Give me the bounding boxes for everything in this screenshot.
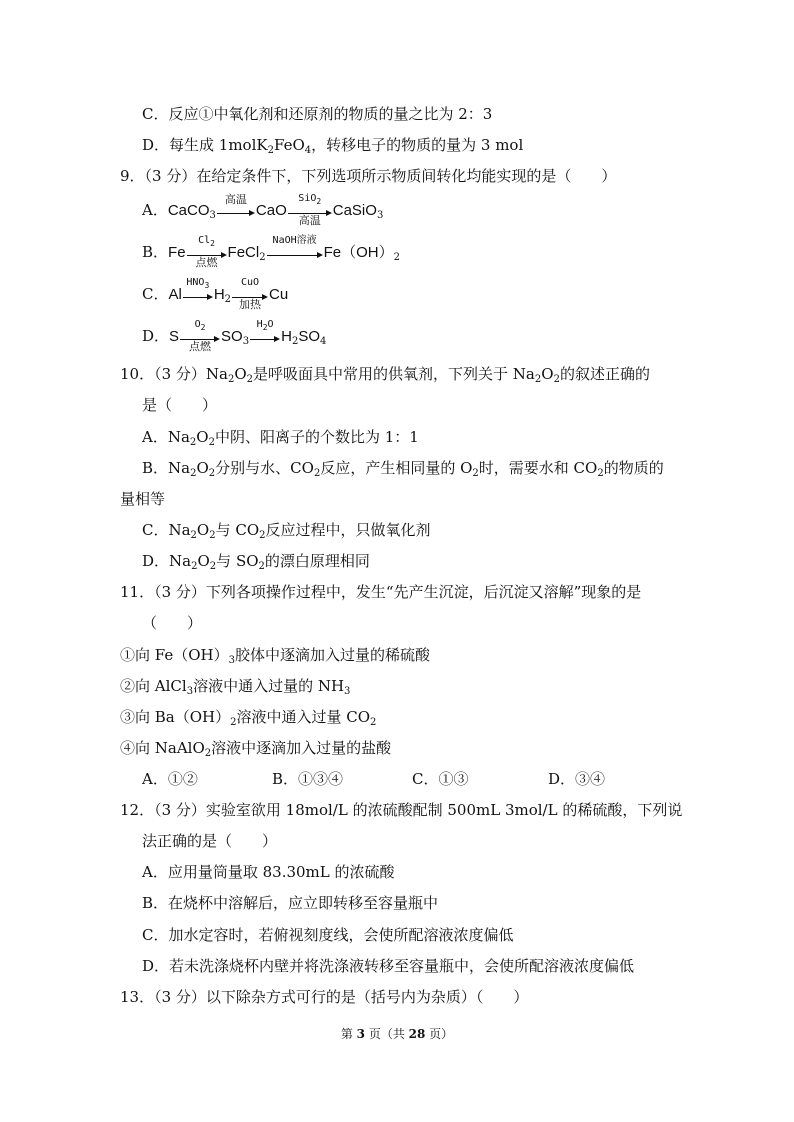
q9-option-b: B．Fe $Cl_2$ 点燃 FeCl$_2$ NaOH溶液 $Fe(OH)_2$ — [142, 235, 400, 269]
reaction-arrow: $H_2O$ — [250, 326, 280, 346]
q9-option-c: C．Al $HNO_3$ $H_2$ CuO 加热 Cu — [142, 277, 289, 311]
page-number: 3 — [356, 1027, 365, 1041]
q8-option-c: C．反应①中氧化剂和还原剂的物质的量之比为 2：3 — [142, 105, 493, 123]
q12-stem: 12．（3 分）实验室欲用 18mol/L 的浓硫酸配制 500mL 3mol/L 的稀硫酸，下列说 — [120, 801, 683, 819]
q12-option-d: D．若未洗涤烧杯内壁并将洗涤液转移至容量瓶中，会使所配溶液浓度偏低 — [142, 957, 635, 975]
q10-option-a: A．$Na_2O_2$中阴、阳离子的个数比为 1：1 — [142, 428, 419, 448]
q9-option-d: D．S $O_2$ 点燃 $SO_3$ $H_2O$ $H_2SO_4$ — [142, 319, 327, 353]
reaction-arrow: $Cl_2$ 点燃 — [187, 242, 227, 262]
q10-option-b-cont: 量相等 — [120, 490, 166, 508]
page-total: 28 — [408, 1027, 426, 1041]
reaction-arrow: SiO$_2$ 高温 — [288, 200, 332, 220]
q9-stem: 9．（3 分）在给定条件下，下列选项所示物质间转化均能实现的是（ ） — [120, 167, 617, 185]
page-footer: 第 3 页（共 28 页） — [340, 1027, 454, 1041]
reaction-arrow: $O_2$ 点燃 — [180, 326, 220, 346]
q11-option-d: D．③④ — [548, 770, 606, 788]
q13-stem: 13．（3 分）以下除杂方式可行的是（括号内为杂质）（ ） — [120, 988, 529, 1006]
q10-stem-cont: 是（ ） — [142, 396, 218, 414]
q11-item-4: ④向 NaAlO$_2$溶液中逐滴加入过量的盐酸 — [120, 739, 392, 759]
q12-option-b: B．在烧杯中溶解后，应立即转移至容量瓶中 — [142, 894, 439, 912]
q12-option-c: C．加水定容时，若俯视刻度线，会使所配溶液浓度偏低 — [142, 926, 514, 944]
q11-item-1: ①向 $Fe(OH)_3$胶体中逐滴加入过量的稀硫酸 — [120, 646, 431, 666]
reaction-arrow: 高温 — [217, 200, 255, 220]
q8-option-d: D．每生成 1molK$_2$FeO$_4$，转移电子的物质的量为 3 mol — [142, 136, 524, 156]
q10-option-c: C．$Na_2O_2$与 $CO_2$反应过程中，只做氧化剂 — [142, 521, 431, 541]
q11-stem-cont: （ ） — [142, 614, 203, 632]
q11-stem: 11．（3 分）下列各项操作过程中，发生“先产生沉淀，后沉淀又溶解”现象的是 — [120, 583, 642, 601]
q12-option-a: A．应用量筒量取 83.30mL 的浓硫酸 — [142, 863, 395, 881]
q9-option-a: A．CaCO$_3$ 高温 CaO SiO$_2$ 高温 CaSiO$_3$ — [142, 193, 384, 227]
q11-option-a: A．①② — [142, 770, 198, 788]
q11-option-b: B．①③④ — [272, 770, 344, 788]
q12-stem-cont: 法正确的是（ ） — [142, 832, 278, 850]
q10-option-d: D．$Na_2O_2$与 $SO_2$的漂白原理相同 — [142, 552, 370, 572]
q11-item-2: ②向 AlCl$_3$溶液中通入过量的 $NH_3$ — [120, 677, 351, 697]
q10-option-b: B．$Na_2O_2$分别与水、$CO_2$反应，产生相同量的 $O_2$时，需要水和 $CO_2$的物质的 — [142, 459, 664, 479]
reaction-arrow: $HNO_3$ — [183, 284, 213, 304]
q11-item-3: ③向 $Ba(OH)_2$溶液中通入过量 $CO_2$ — [120, 708, 377, 728]
reaction-arrow: CuO 加热 — [232, 284, 268, 304]
reaction-arrow: NaOH溶液 — [267, 242, 323, 262]
q11-option-c: C．①③ — [412, 770, 469, 788]
q10-stem: 10．（3 分）$Na_2O_2$是呼吸面具中常用的供氧剂，下列关于 $Na_2O_2$的叙述正确的 — [120, 365, 650, 385]
